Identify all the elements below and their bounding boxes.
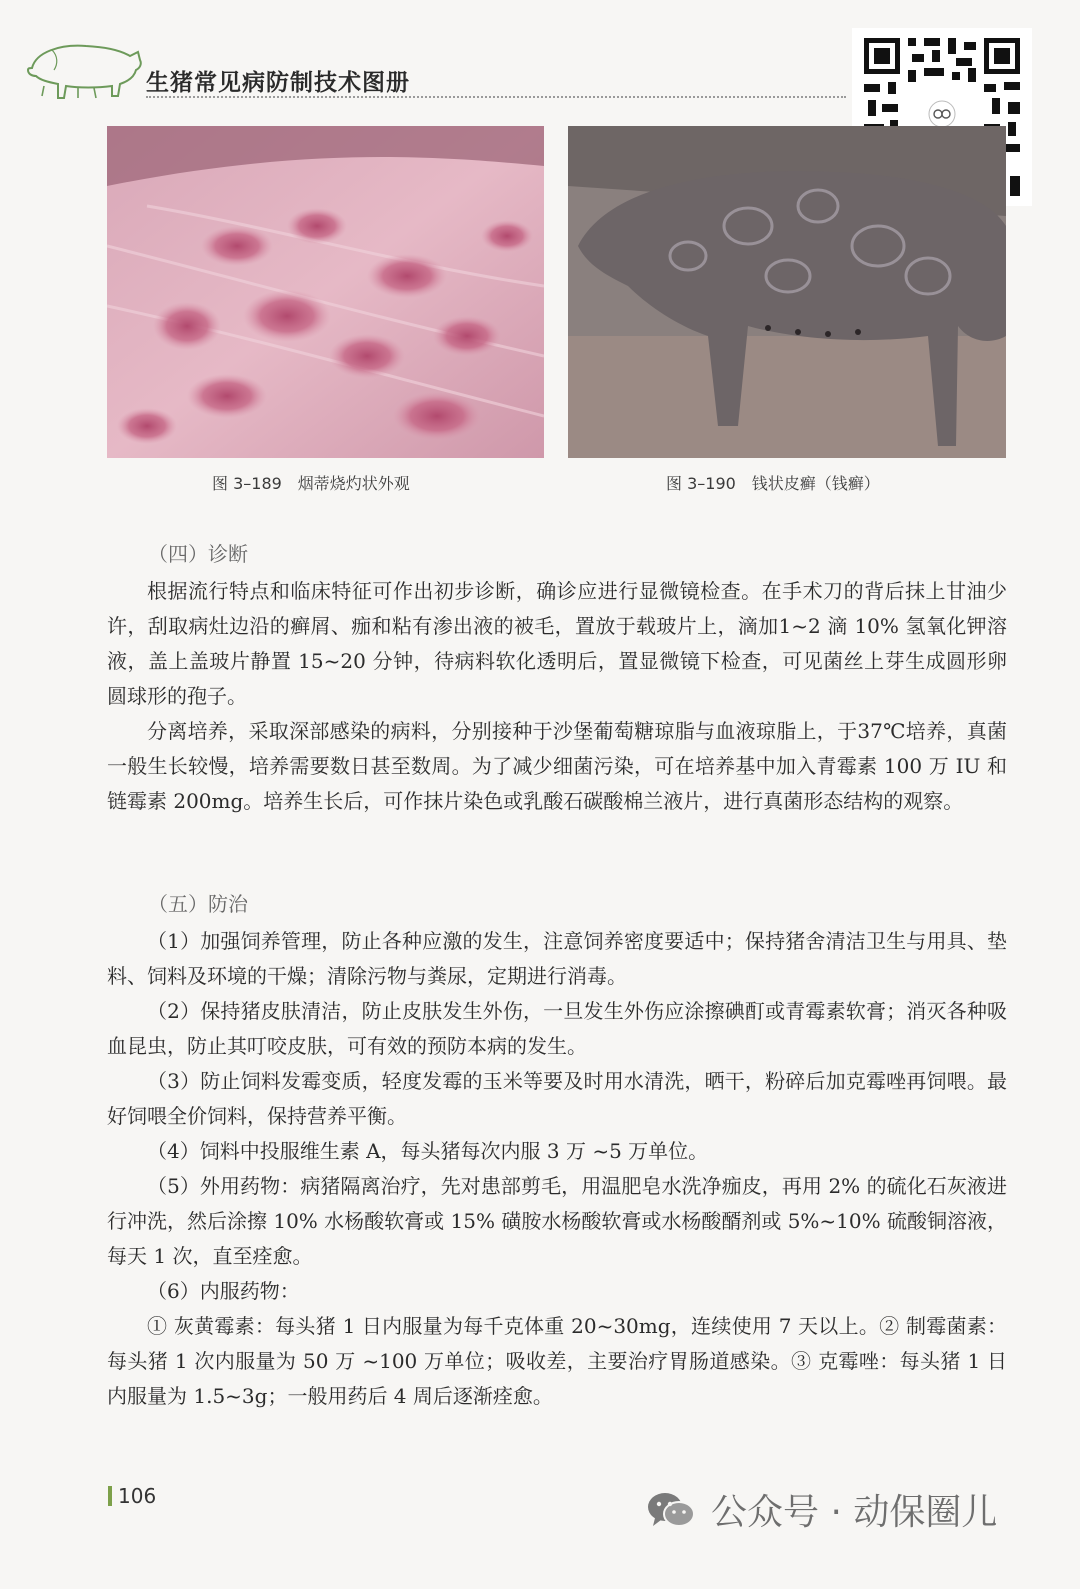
header-divider [146, 96, 846, 98]
page-number-text: 106 [118, 1484, 157, 1508]
book-title: 生猪常见病防制技术图册 [146, 69, 410, 96]
watermark [645, 1484, 997, 1535]
paragraph: （6）内服药物： [147, 1279, 300, 1303]
page-number-bar [108, 1486, 112, 1506]
page-number [108, 1484, 156, 1508]
paragraph: （1）加强饲养管理，防止各种应激的发生，注意饲养密度要适中；保持猪舍清洁卫生与用具、垫料、饲料及环境的干燥；清除污物与粪尿，定期进行消毒。 [107, 929, 1007, 988]
wechat-icon [645, 1490, 697, 1530]
figure-caption: 图 3–190 钱状皮癣（钱癣） [666, 474, 880, 493]
pig-logo [22, 30, 144, 102]
paragraph: （4）饲料中投服维生素 A，每头猪每次内服 3 万 ~5 万单位。 [147, 1139, 709, 1163]
paragraph: （3）防止饲料发霉变质，轻度发霉的玉米等要及时用水清洗，晒干，粉碎后加克霉唑再饲喂。最好饲喂全价饲料，保持营养平衡。 [107, 1069, 1007, 1128]
section-heading: （四）诊断 [148, 542, 248, 566]
paragraph: ① 灰黄霉素：每头猪 1 日内服量为每千克体重 20~30mg，连续使用 7 天以上。② 制霉菌素：每头猪 1 次内服量为 50 万 ~100 万单位；吸收差，主要治疗胃肠道感染。③ 克霉唑：每头猪 1 日内服量为 1.5~3g；一般用药后 4 周后逐渐痊愈。 [107, 1314, 1007, 1408]
paragraph: 分离培养，采取深部感染的病料，分别接种于沙堡葡萄糖琼脂与血液琼脂上，于37℃培养，真菌一般生长较慢，培养需要数日甚至数周。为了减少细菌污染，可在培养基中加入青霉素 100 万 IU 和链霉素 200mg。培养生长后，可作抹片染色或乳酸石碳酸棉兰液片，进行真菌形态结构的观察。 [107, 719, 1007, 813]
paragraph: 根据流行特点和临床特征可作出初步诊断，确诊应进行显微镜检查。在手术刀的背后抹上甘油少许，刮取病灶边沿的癣屑、痂和粘有渗出液的被毛，置放于载玻片上，滴加1~2 滴 10% 氢氧化钾溶液，盖上盖玻片静置 15~20 分钟，待病料软化透明后，置显微镜下检查，可见菌丝上芽生成圆形卵圆球形的孢子。 [107, 579, 1007, 708]
figure-cigarette-burn-skin-photo [107, 126, 544, 458]
paragraph: （2）保持猪皮肤清洁，防止皮肤发生外伤，一旦发生外伤应涂擦碘酊或青霉素软膏；消灭各种吸血昆虫，防止其叮咬皮肤，可有效的预防本病的发生。 [107, 999, 1007, 1058]
watermark-text: 公众号 · 动保圈儿 [711, 1492, 998, 1533]
figure-ringworm-pig-photo [568, 126, 1006, 458]
figure-caption: 图 3–189 烟蒂烧灼状外观 [212, 474, 410, 493]
section-heading: （五）防治 [148, 892, 248, 916]
paragraph: （5）外用药物：病猪隔离治疗，先对患部剪毛，用温肥皂水洗净痂皮，再用 2% 的硫化石灰液进行冲洗，然后涂擦 10% 水杨酸软膏或 15% 磺胺水杨酸软膏或水杨酸醑剂或 5%~10% 硫酸铜溶液，每天 1 次，直至痊愈。 [107, 1174, 1007, 1268]
